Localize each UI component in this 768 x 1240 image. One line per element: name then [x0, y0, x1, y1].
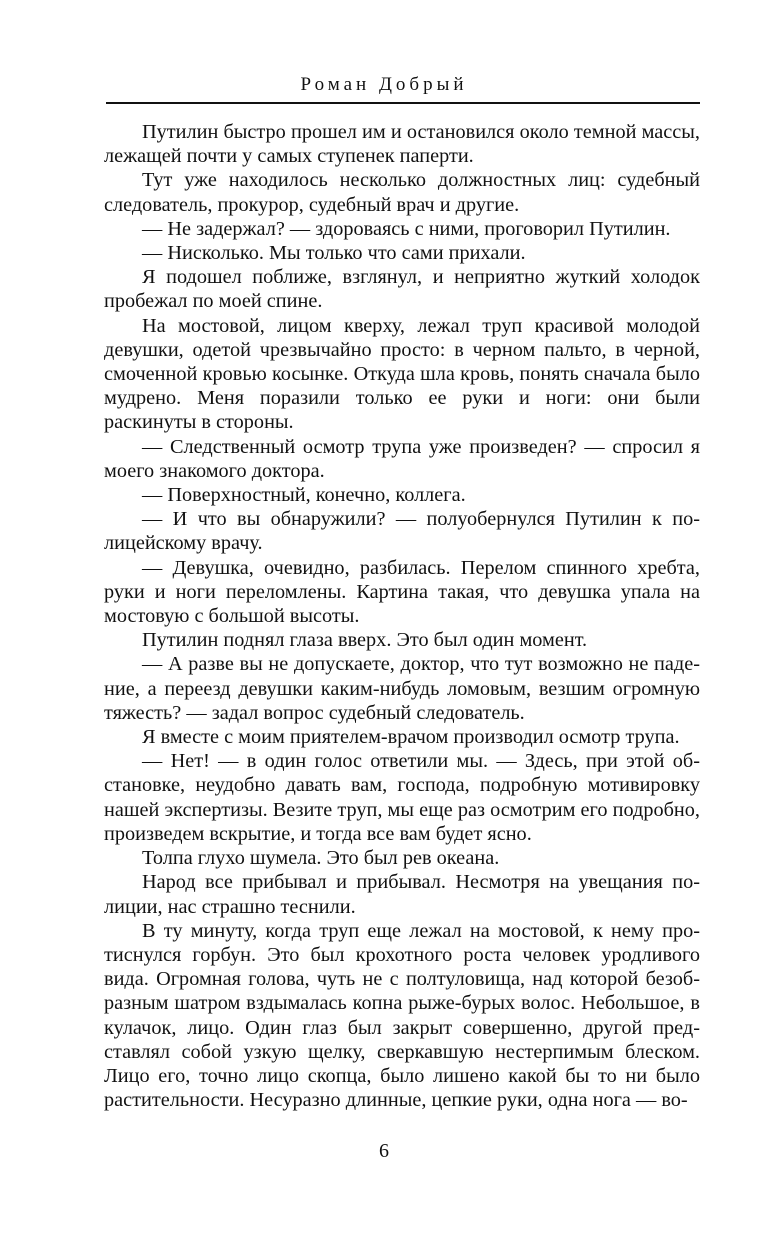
paragraph: — И что вы обнаружили? — полуобернулся Путилин к полицейскому врачу. [104, 508, 700, 555]
paragraph: Толпа глухо шумела. Это был рев океана. [142, 847, 500, 870]
paragraph: — Девушка, очевидно, разбилась. Перелом спинного хребта, руки и ноги переломлены. Картина такая, что девушка упала на мостовую с большой высоты. [104, 556, 700, 628]
paragraph: Путилин быстро прошел им и остановился около темной массы, лежащей почти у самых ступенек паперти. [104, 121, 700, 168]
paragraph: — Не задержал? — здороваясь с ними, проговорил Путилин. [142, 217, 671, 240]
paragraph: На мостовой, лицом кверху, лежал труп красивой молодой девушки, одетой чрезвычайно просто: в черном пальто, в черной, смоченной кровью косынке. Откуда шла кровь, понять сначала было мудрено. Меня поразили только ее руки и ноги: они были раскинуты в стороны. [104, 314, 700, 434]
paragraph: — Следственный осмотр трупа уже произведен? — спросил я моего знакомого доктора. [104, 435, 700, 482]
page-number: 6 [379, 1140, 389, 1162]
paragraph: — А разве вы не допускаете, доктор, что тут возможно не падение, а переезд девушки каким-нибудь ломовым, везшим огромную тяжесть? — задал вопрос судебный следователь. [104, 653, 700, 724]
paragraph: В ту минуту, когда труп еще лежал на мостовой, к нему протиснулся горбун. Это был крохотного роста человек уродливого вида. Огромная голова, чуть не с полтуловища, над которой безобразным шатром вздымалась копна рыже-бурых волос. Небольшое, в кулачок, лицо. Один глаз был закрыт совершенно, другой представлял собой узкую щелку, сверкавшую нестерпимым блеском. Лицо его, точно лицо скопца, было лишено какой бы то ни было растительности. Несуразно длинные, цепкие руки, одна нога — во- [104, 919, 700, 1112]
header-rule [106, 102, 700, 104]
paragraph: Тут уже находилось несколько должностных лиц: судебный следователь, прокурор, судебный врач и другие. [104, 169, 700, 216]
paragraph: — Нет! — в один голос ответили мы. — Здесь, при этой обстановке, неудобно давать вам, господа, подробную мотивировку нашей экспертизы. Везите труп, мы еще раз осмотрим его подробно, произведем вскрытие, и тогда все вам будет ясно. [104, 750, 700, 845]
paragraph: Путилин поднял глаза вверх. Это был один момент. [142, 629, 588, 652]
paragraph: Я подошел поближе, взглянул, и неприятно жуткий холодок пробежал по моей спине. [104, 266, 700, 313]
paragraph: Народ все прибывал и прибывал. Несмотря на увещания полиции, нас страшно теснили. [104, 871, 700, 918]
paragraph: — Нисколько. Мы только что сами прихали. [142, 242, 526, 265]
paragraph: Я вместе с моим приятелем-врачом производил осмотр трупа. [142, 726, 680, 749]
paragraph: — Поверхностный, конечно, коллега. [142, 484, 466, 507]
body-text [104, 120, 700, 1112]
running-title: Роман Добрый [300, 74, 468, 95]
